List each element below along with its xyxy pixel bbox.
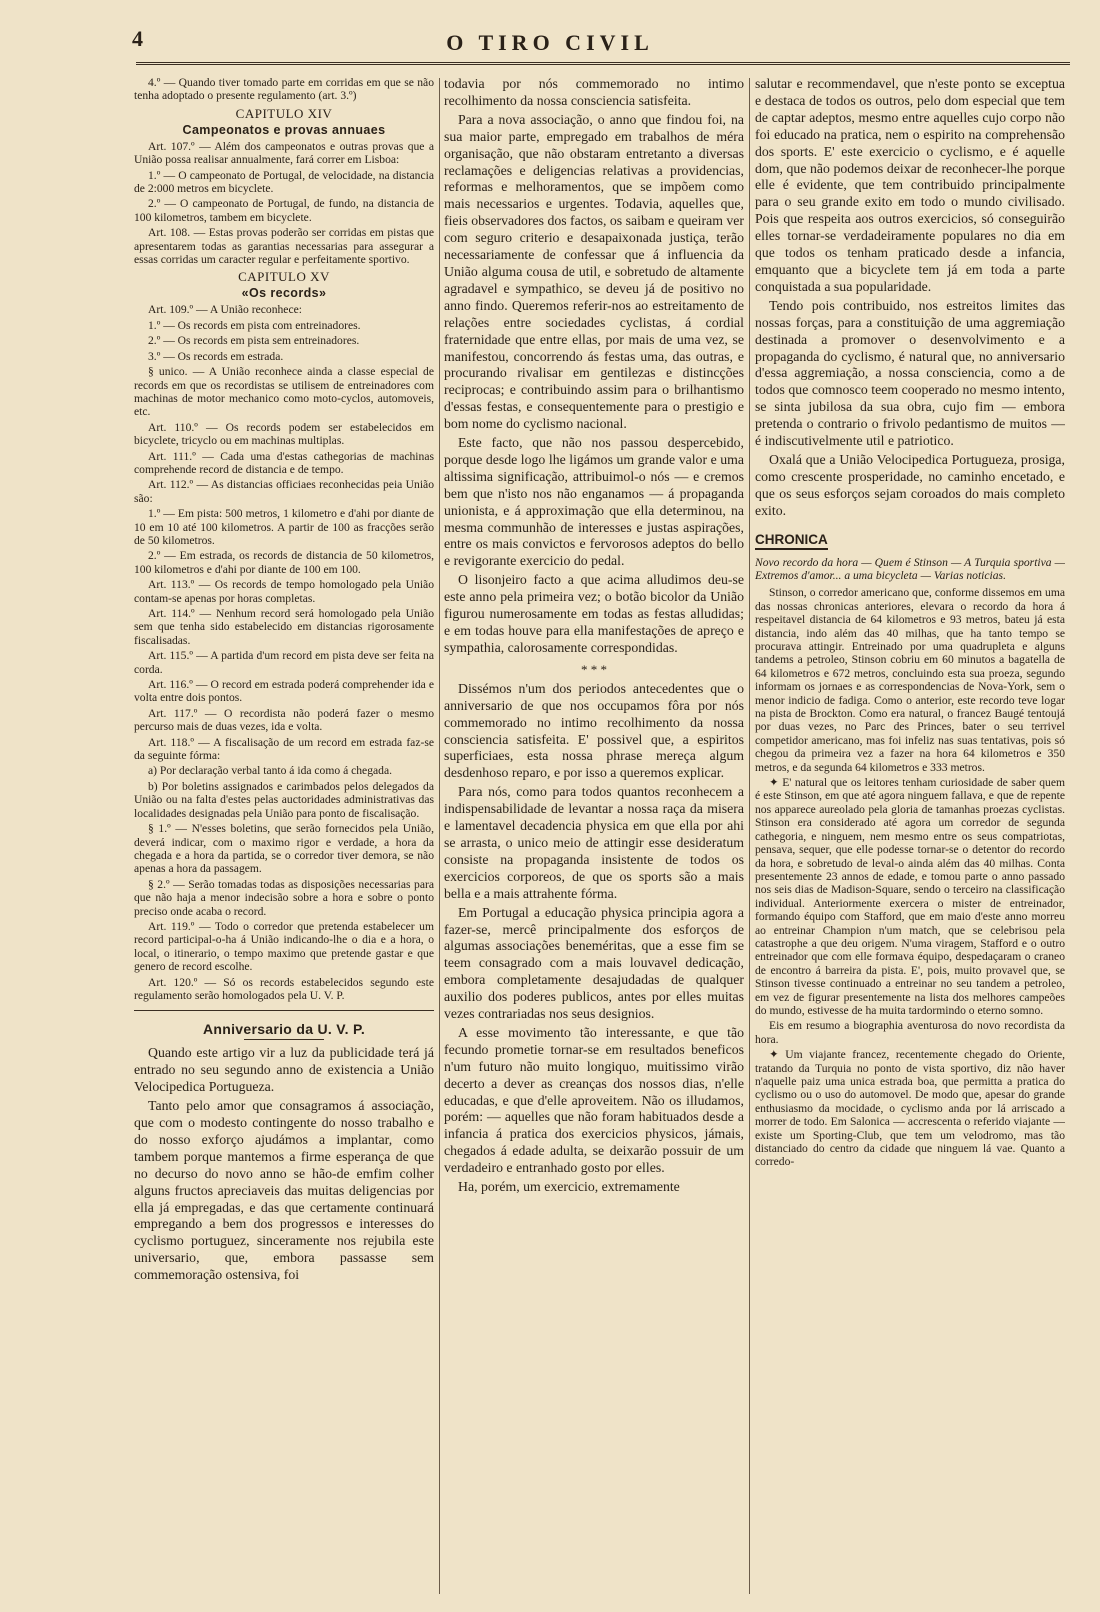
article: 1.º — Os records em pista com entreinadores. bbox=[148, 318, 361, 332]
article-title: Anniversario da U. V. P. bbox=[202, 1021, 366, 1038]
column-divider bbox=[749, 78, 750, 1594]
article: 1.º — Em pista: 500 metros, 1 kilometro e d'ahi por diante de 10 em 10 até 100 kilometros. A partir de 100 as fracções serão de 50 kilometros. bbox=[134, 507, 434, 547]
article: Art. 119.º — Todo o corredor que pretenda estabelecer um record participal-o-ha á União indicando-lhe o dia e a hora, o local, o itinerario, o tempo maximo que pretende gastar e que genero de record escolhe. bbox=[134, 919, 434, 974]
paragraph: ✦ E' natural que os leitores tenham curiosidade de saber quem é este Stinson, em que até agora ninguem fallava, e que de repente nos apparece aureolado pela gloria de tamanhas proezas cyclistas. Stinson era considerado até agora um corredor de segunda cathegoria, e ninguem, nem mesmo entre os seus compatriotas, pensava, sequer, que elle podesse tornar-se o detentor do recordo da hora, e sobretudo de leval-o ainda além das 40 milhas. Conta presentemente 23 annos de edade, e tomou parte o anno passado nos seis dias de Madison-Square, sendo o terceiro na classificação individual. Anteriormente exercera o mister de entreinador, formando équipo com Stafford, que em maio d'este anno morreu ao entreinar Champion n'um match, que se celebrisou pela catastrophe a que deu origem. N'uma viragem, Stafford e o outro entreinador que com elle formava équipo, despedaçaram o craneo de encontro á barreira da pista. E', pois, muito provavel que, se Stinson tivesse continuado a entreinar no seu tandem a petroleo, em vez de figurar presentemente na lista dos melhores campeões do mundo, estivesse de ha muita tardormindo o eterno somno. bbox=[755, 776, 1065, 1017]
paragraph: Em Portugal a educação physica principia agora a fazer-se, mercê principalmente dos esforços de algumas associações beneméritas, que a esse fim se teem consagrado com a mais louvavel dedicação, embora completamente desajudadas de qualquer auxilio dos poderes publicos, antes por elles muitas vezes contrariadas nos seus designios. bbox=[444, 904, 744, 1022]
article: Art. 120.º — Só os records estabelecidos segundo este regulamento serão homologados pela U. V. P. bbox=[134, 975, 434, 1002]
column-3 bbox=[755, 76, 1065, 1596]
article: a) Por declaração verbal tanto á ida como á chegada. bbox=[148, 764, 392, 778]
chapter-heading: CAPITULO XV bbox=[238, 269, 330, 285]
article: Art. 110.º — Os records podem ser estabelecidos em bicyclete, tricyclo ou em machinas multiplas. bbox=[134, 420, 434, 448]
article: Art. 112.º — As distancias officiaes reconhecidas peia União são: bbox=[134, 478, 434, 505]
chapter-title: Campeonatos e provas annuaes bbox=[182, 122, 386, 137]
article: Art. 115.º — A partida d'um record em pista deve ser feita na corda. bbox=[134, 649, 434, 676]
page-number: 4 bbox=[132, 26, 143, 51]
title-underline bbox=[244, 1039, 324, 1040]
article: Art. 111.º — Cada uma d'estas cathegorias de machinas comprehende record de distancia e de tempo. bbox=[134, 449, 434, 476]
paragraph: Quando este artigo vir a luz da publicidade terá já entrado no seu segundo anno de existencia a União Velocipedica Portugueza. bbox=[134, 1045, 434, 1095]
article: § 2.º — Serão tomadas todas as disposições necessarias para que não haja a menor indecisão sobre a hora e sobre o ponto preciso onde acaba o record. bbox=[134, 877, 434, 918]
paragraph: Oxalá que a União Velocipedica Portugueza, prosiga, como crescente prosperidade, no caminho encetado, e que os seus esforços sejam coroados do mais completo exito. bbox=[755, 451, 1065, 518]
paragraph: todavia por nós commemorado no intimo recolhimento da nossa consciencia satisfeita. bbox=[444, 76, 744, 108]
chronica-heading: CHRONICA bbox=[755, 532, 828, 550]
article: § unico. — A União reconhece ainda a classe especial de records em que os recordistas se utilisem de entreinadores com machinas de motor mechanico como moto-cyclos, automoveis, etc. bbox=[134, 365, 434, 419]
paragraph: Para nós, como para todos quantos reconhecem a indispensabilidade de levantar a nossa raça da misera e lamentavel decadencia physica em que ella por ahi se arrasta, o unico meio de attingir esse desideratum consiste na propaganda insistente de todos os exercicios corporeos, de que os sports são a mais bella e a mais attrahente fórma. bbox=[444, 784, 744, 901]
chronica-summary: Novo recordo da hora — Quem é Stinson — A Turquia sportiva — Extremos d'amor... a uma bicycleta — Varias noticias. bbox=[755, 555, 1065, 582]
paragraph: ✦ Um viajante francez, recentemente chegado do Oriente, tratando da Turquia no ponto de vista sportivo, diz não haver n'aquelle paiz uma unica estrada boa, que permitta a pratica do cyclismo ou o uso do automovel. De modo que, apesar do grande enthusiasmo da mocidade, o cyclismo anda por lá arriscado a morrer de todo. Em Salonica — accrescenta o referido viajante — existe um Sporting-Club, que tem um velodromo, mas tão distanciado do centro da cidade que ninguem lá vae. Quanto a corredo- bbox=[755, 1048, 1065, 1169]
newspaper-title: O TIRO CIVIL bbox=[446, 30, 654, 55]
article: Art. 108. — Estas provas poderão ser corridas em pistas que apresentarem todas as garantias necessarias para assegurar a essas corridas um caracter regular e perfeitamente sportivo. bbox=[134, 226, 434, 267]
article: Art. 118.º — A fiscalisação de um record em estrada faz-se da seguinte fórma: bbox=[134, 735, 434, 763]
paragraph: Tendo pois contribuido, nos estreitos limites das nossas forças, para a constituição de uma aggremiação destinada a promover o desenvolvimento e a propaganda do cyclismo, é natural que, no anniversario d'essa aggremiação, a nossa consciencia, como a de todos que comnosco teem cooperado no mesmo intento, se sinta jubilosa da sua obra, cujo fim — embora pretenda o contrario o frivolo pedantismo de muitos — é indiscutivelmente util e patriotico. bbox=[755, 297, 1065, 449]
article: 2.º — Os records em pista sem entreinadores. bbox=[148, 334, 360, 348]
column-1 bbox=[134, 76, 434, 1596]
article: Art. 116.º — O record em estrada poderá comprehender ida e volta entre dois pontos. bbox=[134, 678, 434, 705]
article: 3.º — Os records em estrada. bbox=[148, 349, 284, 363]
article: § 1.º — N'esses boletins, que serão fornecidos pela União, deverá indicar, com o maximo rigor e verdade, a hora da chegada e a hora da partida, se o corredor tiver demora, se não apenas a hora da passagem. bbox=[134, 822, 434, 876]
section-separator: * * * bbox=[581, 661, 607, 677]
column-2 bbox=[444, 76, 744, 1596]
paragraph: Para a nova associação, o anno que findou foi, na sua maior parte, empregado em trabalhos de méra organisação, que não obstaram entretanto a diversas reclamações e deligencias relativas a providencias, reformas e melhoramentos, que se impõem como mais necessarios e urgentes. Todavia, aquelles que, fieis observadores dos factos, os saibam e queiram ver com seguro criterio e desapaixonada justiça, terão necessariamente de confessar que á influencia da União alguma cousa de util, e sobretudo de altamente agradavel e sympathico, se deveu já de positivo no anno findo. Queremos referir-nos ao estreitamento de relações entre sociedades cyclistas, á cordial fraternidade que entre ellas, por mais de uma vez, se manifestou, concorrendo ás festas uma, das outras, e procurando rivalisar em gentilezas e distincções reciprocas; e contribuindo assim para o brilhantismo d'essas festas, e consequentemente para o prestigio e bom nome do cyclismo nacional. bbox=[444, 111, 744, 432]
paragraph: A esse movimento tão interessante, e que tão fecundo prometie tornar-se em resultados beneficos n'um futuro não muito longiquo, muitissimo virão decerto a dever as creanças dos nossos dias, n'elle educadas, e que d'elle aproveitem. Não os illudamos, porém: — aquelles que não foram habituados desde a infancia á pratica dos exercicios physicos, jámais, chegados á edade adulta, se deixarão possuir de um verdadeiro e entranhado gosto por elles. bbox=[444, 1024, 744, 1176]
article: Art. 113.º — Os records de tempo homologado pela União contam-se apenas por horas completas. bbox=[134, 578, 434, 605]
article: Art. 117.º — O recordista não poderá fazer o mesmo percurso mais de duas vezes, ida e volta. bbox=[134, 706, 434, 734]
paragraph: salutar e recommendavel, que n'este ponto se exceptua e destaca de todos os outros, pelo dom especial que tem de captar adeptos, mesmo entre aquelles cujo corpo não foi educado na pratica, nem o espirito na comprehensão dos sports. E' este exercicio o cyclismo, e é aquelle dom, que não podemos deixar de reconhecer-lhe porque elle é evidente, que tem contribuido principalmente para o seu grande exito em todo o mundo civilisado. Pois que respeita aos outros exercicios, só conseguirão elles tornar-se verdadeiramente populares no dia em que todos os tenham praticado desde a infancia, emquanto que a bicyclete tem já em toda a parte conquistada a sua popularidade. bbox=[755, 76, 1065, 294]
header-rule bbox=[136, 62, 1070, 65]
paragraph: Este facto, que não nos passou despercebido, porque desde logo lhe ligámos um grande valor e uma altissima significação, attribuimol-o nós — e cremos bem que n'isto nos não enganamos — á propaganda unionista, e á approximação que ella determinou, na mesma communhão de interesses e justas aspirações, entre os mais convictos e fervorosos adeptos do bello e revigorante exercicio do pedal. bbox=[444, 435, 744, 569]
paragraph: 4.º — Quando tiver tomado parte em corridas em que se não tenha adoptado o presente regulamento (art. 3.º) bbox=[134, 76, 434, 103]
article: 2.º — Em estrada, os records de distancia de 50 kilometros, 100 kilometros e d'ahi por diante de 100 em 100. bbox=[134, 549, 434, 576]
chapter-title: «Os records» bbox=[241, 286, 327, 301]
paragraph: Eis em resumo a biographia aventurosa do novo recordista da hora. bbox=[755, 1019, 1065, 1046]
article: Art. 114.º — Nenhum record será homologado pela União sem que tenha sido estabelecido em distancias rigorosamente fiscalisadas. bbox=[134, 607, 434, 647]
article: b) Por boletins assignados e carimbados pelos delegados da União ou na falta d'estes pelas auctoridades administrativas das localidades designadas pela União para ponto de fiscalisação. bbox=[134, 779, 434, 820]
paragraph: O lisonjeiro facto a que acima alludimos deu-se este anno pela primeira vez; o botão bicolor da União figurou numerosamente em todas as festas alludidas; e em todas houve para ella manifestações de apreço e sympathia, calorosamente correspondidas. bbox=[444, 572, 744, 655]
paragraph: Dissémos n'um dos periodos antecedentes que o anniversario de que nos occupamos fôra por nós commemorado no intimo recolhimento da nossa consciencia satisfeita. E' possivel que, a espiritos superficiaes, esta nossa phrase mereça algum desdenhoso reparo, e por isso a queremos explicar. bbox=[444, 680, 744, 781]
column-divider bbox=[439, 78, 440, 1594]
article: 2.º — O campeonato de Portugal, de fundo, na distancia de 100 kilometros, tambem em bicyclete. bbox=[134, 197, 434, 224]
chapter-heading: CAPITULO XIV bbox=[235, 105, 333, 121]
page-header bbox=[0, 0, 1100, 68]
article: Art. 107.º — Além dos campeonatos e outras provas que a União possa realisar annualmente, fará correr em Lisboa: bbox=[134, 139, 434, 167]
paragraph: Tanto pelo amor que consagramos á associação, que com o modesto contingente do nosso trabalho e do nosso exforço ajudámos a implantar, como tambem porque mantemos a firme esperança de que no decurso do novo anno se hão-de emfim colher alguns fructos apreciaveis das muitas deligencias por ella já empregadas, e das que certamente continuará empregando a bem dos progressos e interesses do cyclismo portuguez, sinceramente nos rejubila este universario, que, embora passasse sem commemoração ostensiva, foi bbox=[134, 1098, 434, 1283]
article: 1.º — O campeonato de Portugal, de velocidade, na distancia de 2:000 metros em bicyclete. bbox=[134, 168, 434, 196]
paragraph: Stinson, o corredor americano que, conforme dissemos em uma das nossas chronicas anteriores, elevara o recordo da hora á respeitavel distancia de 64 kilometros e 93 metros, bateu já esta distancia, indo além das 40 milhas, que ha tanto tempo se procurava attingir. Entreinado por uma quadrupleta e alguns tandems a petroleo, Stinson cobriu em 60 minutos a bagatella de 64 kilometros e 672 metros, concluindo esta sua proeza, segundo informam os jornaes e as correspondencias de Nova-York, sem o menor indicio de fadiga. Como o anterior, este recordo teve logar na pista de Brockton. Como era natural, o francez Baugé tentoujá por duas vezes, no Parc des Princes, bater o seu terrivel competidor americano, mas foi infeliz nas suas tentativas, pois só chegou da primeira vez a fazer na hora 64 kilometros e 350 metros, e da segunda 64 kilometros e 333 metros. bbox=[755, 586, 1065, 774]
section-rule bbox=[134, 1010, 434, 1011]
article: Art. 109.º — A União reconhece: bbox=[148, 303, 302, 317]
paragraph: Ha, porém, um exercicio, extremamente bbox=[458, 1179, 680, 1195]
